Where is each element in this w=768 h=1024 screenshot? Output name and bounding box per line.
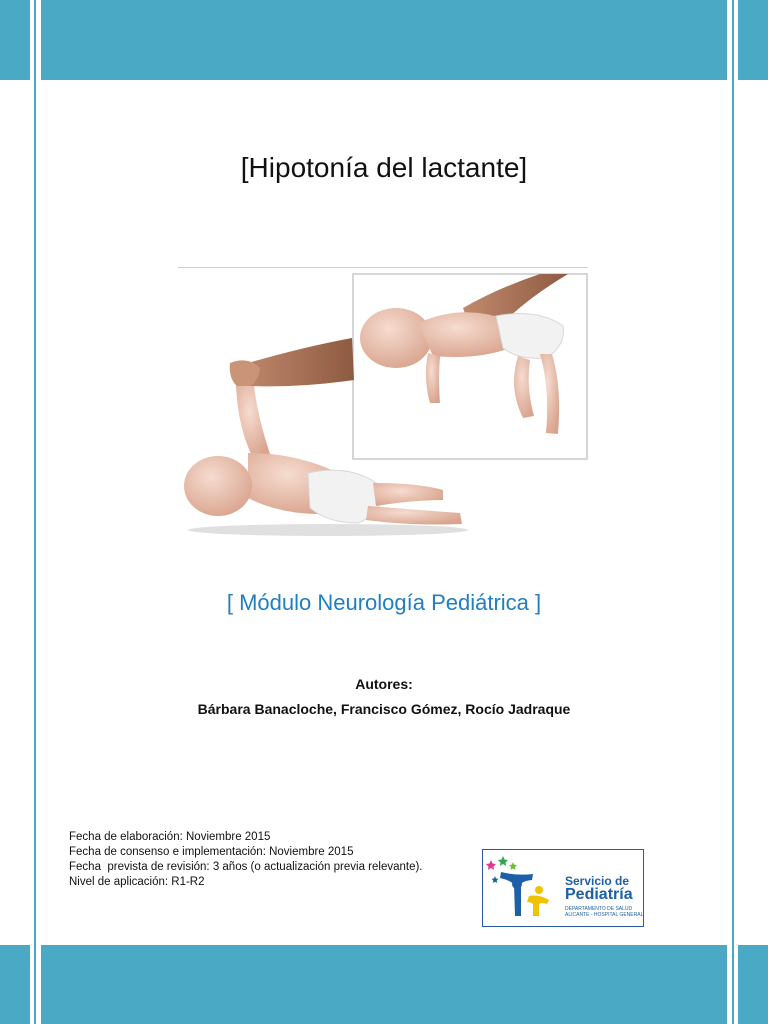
module-heading: [ Módulo Neurología Pediátrica ] — [226, 590, 542, 615]
top-band-left — [0, 0, 30, 80]
authors-list: Bárbara Banacloche, Francisco Gómez, Rocío Jadraque — [197, 701, 571, 717]
authors-label: Autores: — [355, 676, 413, 692]
info-line-elaboration: Fecha de elaboración: Noviembre 2015 — [69, 831, 271, 843]
top-band-right — [738, 0, 768, 80]
bottom-band-left — [0, 945, 30, 1024]
logo-text-pediatria: Pediatría — [565, 886, 633, 903]
info-line-level: Nivel de aplicación: R1-R2 — [69, 876, 205, 888]
document-info — [69, 830, 423, 890]
logo-text-hospital: ALICANTE - HOSPITAL GENERAL — [565, 912, 644, 918]
logo-text-servicio: Servicio de — [565, 874, 630, 888]
bottom-band-right — [738, 945, 768, 1024]
logo-text-departamento: DEPARTAMENTO DE SALUD — [565, 906, 633, 912]
info-line-revision: Fecha prevista de revisión: 3 años (o actualización previa relevante). — [69, 861, 423, 873]
document-title: [Hipotonía del lactante] — [240, 152, 528, 183]
servicio-pediatria-logo — [482, 849, 644, 927]
info-line-consensus: Fecha de consenso e implementación: Noviembre 2015 — [69, 846, 354, 858]
bottom-band-center — [41, 945, 727, 1024]
pediatria-logo-mark — [483, 850, 563, 926]
top-band-center — [41, 0, 727, 80]
infant-hypotonia-illustration — [178, 268, 590, 543]
